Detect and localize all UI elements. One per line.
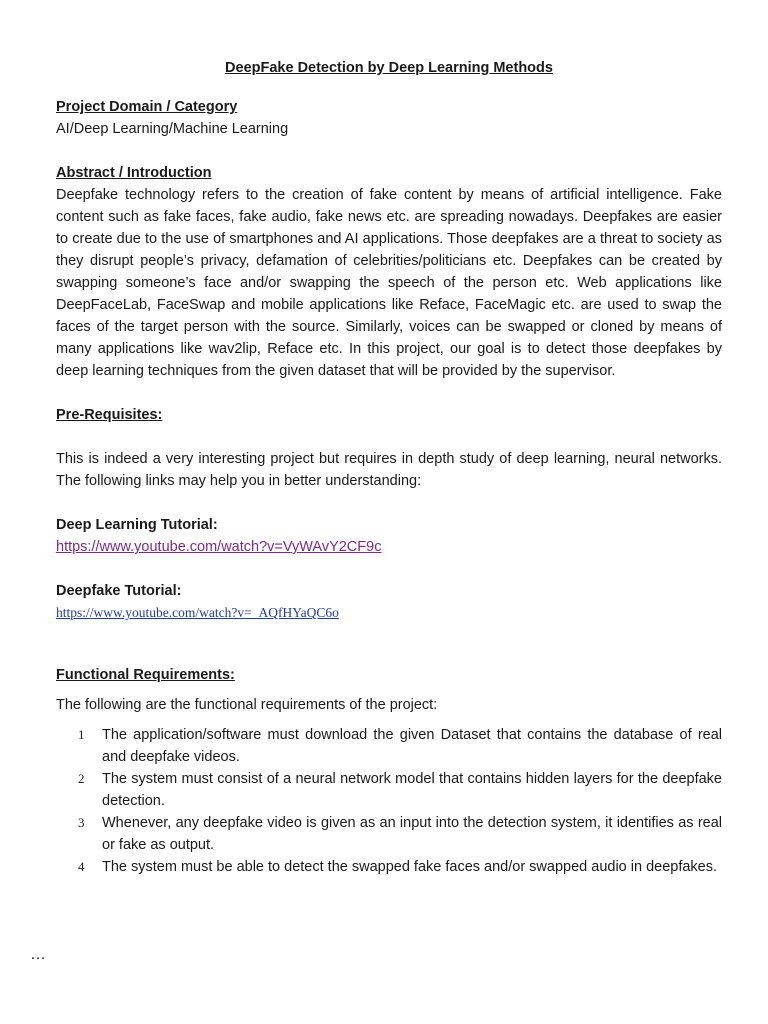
document-title: DeepFake Detection by Deep Learning Methods	[225, 60, 553, 76]
prerequisites-text: This is indeed a very interesting project but requires in depth study of deep learning, neural networks. The following links may help you in better understanding:	[56, 451, 722, 489]
list-item-text: The system must consist of a neural network model that contains hidden layers for the deepfake detection.	[102, 771, 722, 809]
list-item	[56, 812, 722, 856]
list-item-number: 3	[78, 815, 85, 830]
project-domain-heading: Project Domain / Category	[56, 99, 238, 115]
project-domain-text: AI/Deep Learning/Machine Learning	[56, 121, 289, 137]
functional-requirements-intro: The following are the functional requirements of the project:	[56, 697, 438, 713]
abstract-heading: Abstract / Introduction	[56, 165, 212, 181]
functional-requirements-list	[56, 724, 722, 878]
deep-learning-tutorial-link[interactable]: https://www.youtube.com/watch?v=VyWAvY2CF9c	[56, 539, 382, 555]
list-item-number: 2	[78, 771, 85, 786]
list-item-text: Whenever, any deepfake video is given as an input into the detection system, it identifies as real or fake as output.	[102, 815, 722, 853]
list-item-number: 4	[78, 859, 85, 874]
document-page	[56, 60, 722, 878]
deep-learning-tutorial-heading: Deep Learning Tutorial:	[56, 517, 218, 533]
list-item	[56, 768, 722, 812]
functional-requirements-heading: Functional Requirements:	[56, 667, 235, 683]
list-item	[56, 724, 722, 768]
deepfake-tutorial-link[interactable]: https://www.youtube.com/watch?v=_AQfHYaQC6o	[56, 605, 339, 620]
prerequisites-heading: Pre-Requisites:	[56, 407, 163, 423]
deepfake-tutorial-heading: Deepfake Tutorial:	[56, 583, 182, 599]
list-item-text: The system must be able to detect the swapped fake faces and/or swapped audio in deepfakes.	[102, 859, 718, 875]
list-item-number: 1	[78, 727, 85, 742]
abstract-text: Deepfake technology refers to the creation of fake content by means of artificial intelligence. Fake content such as fake faces, fake audio, fake news etc. are spreading nowadays. Deepfakes are easier to create due to the use of smartphones and AI applications. Those deepfakes are a threat to society as they disrupt people’s privacy, defamation of celebrities/politicians etc. Deepfakes can be created by swapping someone’s face and/or swapping the speech of the person etc. Web applications like DeepFaceLab, FaceSwap and mobile applications like Reface, FaceMagic etc. are used to swap the faces of the target person with the source. Similarly, voices can be swapped or cloned by means of many applications like wav2lip, Reface etc. In this project, our goal is to detect those deepfakes by deep learning techniques from the given dataset that will be provided by the supervisor.	[56, 187, 722, 379]
list-item	[56, 856, 722, 878]
list-item-text: The application/software must download the given Dataset that contains the database of real and deepfake videos.	[102, 727, 722, 765]
more-content-ellipsis: …	[30, 946, 47, 963]
